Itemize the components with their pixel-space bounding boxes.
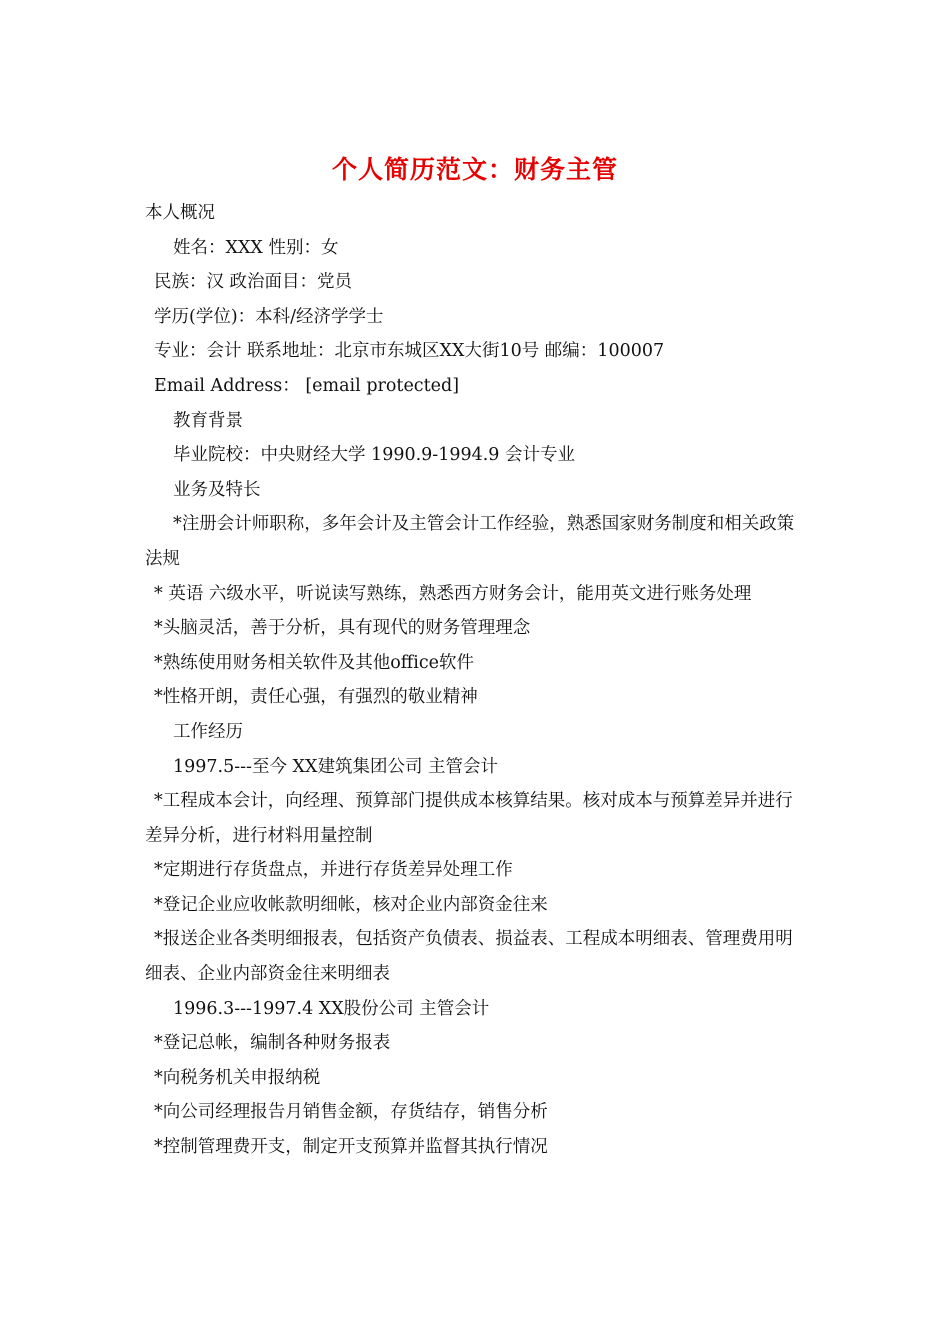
major-address-line: 专业：会计 联系地址：北京市东城区XX大街10号 邮编：100007 (154, 341, 665, 362)
job-duty-item: *向税务机关申报纳税 (154, 1067, 321, 1088)
education-degree-line: 学历(学位)：本科/经济学学士 (154, 306, 384, 327)
job-duty-item: *工程成本会计，向经理、预算部门提供成本核算结果。核对成本与预算差异并进行差异分析，进行材料用量控制 (145, 791, 793, 846)
job-duty-item: *登记企业应收帐款明细帐，核对企业内部资金往来 (154, 894, 548, 915)
job-heading: 1996.3---1997.4 XX股份公司 主管会计 (173, 998, 490, 1019)
resume-body (145, 196, 805, 1165)
skill-item: *头脑灵活，善于分析，具有现代的财务管理理念 (154, 618, 531, 639)
skill-item: *注册会计师职称，多年会计及主管会计工作经验，熟悉国家财务制度和相关政策法规 (145, 514, 795, 569)
job-duty-item: *登记总帐，编制各种财务报表 (154, 1033, 391, 1054)
email-line: Email Address： [email protected] (154, 375, 460, 396)
skill-item: * 英语 六级水平，听说读写熟练，熟悉西方财务会计，能用英文进行账务处理 (154, 583, 752, 604)
skill-item: *性格开朗，责任心强，有强烈的敬业精神 (154, 687, 478, 708)
job-duty-item: *向公司经理报告月销售金额，存货结存，销售分析 (154, 1102, 548, 1123)
skill-item: *熟练使用财务相关软件及其他office软件 (154, 652, 474, 673)
ethnicity-politics-line: 民族：汉 政治面目：党员 (154, 272, 353, 293)
job-duty-item: *控制管理费开支，制定开支预算并监督其执行情况 (154, 1137, 548, 1158)
section-heading-skills: 业务及特长 (173, 479, 261, 500)
section-heading-work: 工作经历 (173, 721, 243, 742)
job-duty-item: *报送企业各类明细报表，包括资产负债表、损益表、工程成本明细表、管理费用明细表、企业内部资金往来明细表 (145, 929, 793, 985)
document-title: 个人简历范文：财务主管 (331, 155, 618, 184)
school-line: 毕业院校：中央财经大学 1990.9-1994.9 会计专业 (173, 445, 576, 466)
name-gender-line: 姓名：XXX 性别：女 (173, 237, 339, 258)
section-heading-overview: 本人概况 (145, 203, 215, 223)
job-duty-item: *定期进行存货盘点，并进行存货差异处理工作 (154, 860, 513, 881)
job-heading: 1997.5---至今 XX建筑集团公司 主管会计 (173, 756, 499, 777)
section-heading-education: 教育背景 (173, 410, 243, 431)
